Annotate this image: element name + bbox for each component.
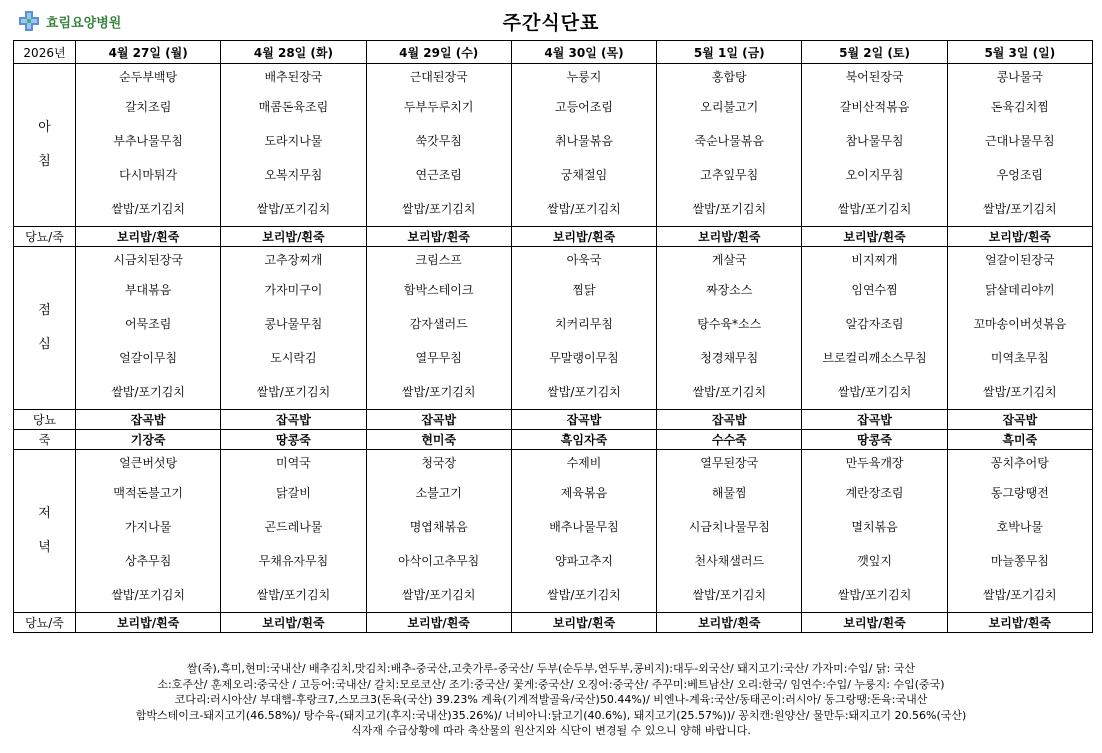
diet-cell: 보리밥/흰죽 xyxy=(802,613,947,633)
menu-item: 취나물볶음 xyxy=(555,134,613,148)
dinner-menu-cell xyxy=(221,450,366,613)
day-header: 4월 27일 (월) xyxy=(76,41,221,64)
day-header: 5월 1일 (금) xyxy=(657,41,802,64)
menu-item: 멸치볶음 xyxy=(851,520,898,534)
menu-item: 브로컬리깨소스무침 xyxy=(822,351,927,365)
menu-item: 치커리무침 xyxy=(555,317,613,331)
row-label: 죽 xyxy=(14,430,76,450)
diet-cell: 잡곡밥 xyxy=(802,410,947,430)
menu-item: 크림스프 xyxy=(415,253,462,267)
menu-item: 참나물무침 xyxy=(845,134,904,148)
menu-item: 게살국 xyxy=(711,253,747,267)
weekly-menu-table xyxy=(13,40,1093,633)
diet-cell: 보리밥/흰죽 xyxy=(657,227,802,247)
menu-item: 쌀밥/포기김치 xyxy=(111,588,185,602)
day-header: 4월 30일 (목) xyxy=(511,41,656,64)
menu-item: 소불고기 xyxy=(415,486,462,500)
breakfast-row xyxy=(14,64,1093,227)
menu-item: 배추나물무침 xyxy=(549,520,619,534)
lunch-menu-cell xyxy=(657,247,802,410)
breakfast-menu-cell xyxy=(221,64,366,227)
menu-item: 쌀밥/포기김치 xyxy=(256,202,331,216)
menu-item: 어묵조림 xyxy=(124,317,172,331)
menu-item: 쌀밥/포기김치 xyxy=(837,202,912,216)
day-header: 5월 3일 (일) xyxy=(947,41,1092,64)
menu-item: 계란장조림 xyxy=(845,486,904,500)
origin-line: 쌀(죽),흑미,현미:국내산/ 배추김치,맛김치:배추-중국산,고춧가루-중국산/ 두부(순두부,연두부,콩비지):대두-외국산/ 돼지고기:국산/ 가자미:수입/ 닭: 국산 xyxy=(186,662,916,675)
menu-item: 순두부백탕 xyxy=(119,70,178,84)
menu-item: 닭갈비 xyxy=(276,486,311,500)
menu-item: 쌀밥/포기김치 xyxy=(837,385,912,399)
menu-item: 얼갈이무침 xyxy=(119,351,178,365)
breakfast-menu-cell xyxy=(366,64,511,227)
row-label: 당뇨/죽 xyxy=(14,613,76,633)
menu-item: 쌀밥/포기김치 xyxy=(111,385,185,399)
lunch-menu-cell xyxy=(947,247,1092,410)
breakfast-menu-cell xyxy=(947,64,1092,227)
diet-cell: 땅콩죽 xyxy=(221,430,366,450)
lunch-label: 점 심 xyxy=(14,247,76,410)
menu-item: 쌀밥/포기김치 xyxy=(256,385,331,399)
menu-item: 궁채절임 xyxy=(560,168,608,182)
menu-item: 죽순나물볶음 xyxy=(694,134,765,148)
menu-item: 오복지무침 xyxy=(264,168,323,182)
diet-cell: 보리밥/흰죽 xyxy=(366,227,511,247)
origin-notice xyxy=(0,661,1102,739)
menu-item: 열무된장국 xyxy=(700,456,759,470)
lunch-menu-cell xyxy=(221,247,366,410)
menu-item: 쌀밥/포기김치 xyxy=(692,588,767,602)
menu-item: 쌀밥/포기김치 xyxy=(983,202,1057,216)
menu-item: 비지찌개 xyxy=(851,253,898,267)
menu-item: 아욱국 xyxy=(566,253,602,267)
dinner-diabetic-porridge-row xyxy=(14,613,1093,633)
menu-item: 콩나물국 xyxy=(996,70,1044,84)
change-notice: 식자재 수급상황에 따라 축산물의 원산지와 식단이 변경될 수 있으니 양해 바랍니다. xyxy=(351,724,751,738)
menu-item: 돈육김치찜 xyxy=(990,100,1049,114)
menu-item: 무채유자무침 xyxy=(258,554,329,568)
menu-item: 쌀밥/포기김치 xyxy=(111,202,185,216)
row-label: 당뇨/죽 xyxy=(14,227,76,247)
diet-cell: 보리밥/흰죽 xyxy=(511,227,656,247)
diet-cell: 보리밥/흰죽 xyxy=(511,613,656,633)
lunch-menu-cell xyxy=(76,247,221,410)
dinner-label: 저 녁 xyxy=(14,450,76,613)
menu-item: 얼갈이된장국 xyxy=(985,253,1055,267)
menu-item: 미역국 xyxy=(276,456,311,470)
menu-item: 꼬마송이버섯볶음 xyxy=(973,317,1067,331)
menu-item: 쌀밥/포기김치 xyxy=(401,588,476,602)
menu-item: 청경채무침 xyxy=(700,351,759,365)
menu-item: 쌀밥/포기김치 xyxy=(401,385,476,399)
menu-item: 해물찜 xyxy=(711,486,747,500)
day-header: 4월 29일 (수) xyxy=(366,41,511,64)
menu-item: 도라지나물 xyxy=(264,134,323,148)
menu-item: 시금치나물무침 xyxy=(688,520,770,534)
diet-cell: 수수죽 xyxy=(657,430,802,450)
menu-item: 우엉조림 xyxy=(996,168,1044,182)
day-header: 4월 28일 (화) xyxy=(221,41,366,64)
menu-item: 시금치된장국 xyxy=(113,253,183,267)
origin-line: 코다리:러시아산/ 부대햄-후랑크7,스모크3(돈육(국산) 39.23% 계육(기계적발골육/국산)50.44%)/ 비엔나-계육:국산/동태곤이:러시아/ 동그랑땡:돈육:국내산 xyxy=(174,693,928,707)
page-title: 주간식단표 xyxy=(502,12,600,34)
menu-item: 청국장 xyxy=(421,456,457,470)
menu-item: 깻잎지 xyxy=(857,554,892,568)
year-header: 2026년 xyxy=(14,41,76,64)
origin-line: 함박스테이크-돼지고기(46.58%)/ 탕수육-(돼지고기(후지:국내산)35.26%)/ 너비아니:닭고기(40.6%), 돼지고기(25.57%))/ 꽁치캔:원양산/ 물만두:돼지고기 20.56%(국산) xyxy=(135,708,967,722)
menu-item: 쑥갓무침 xyxy=(415,134,462,148)
menu-item: 부추나물무침 xyxy=(113,134,183,148)
diet-cell: 현미죽 xyxy=(366,430,511,450)
menu-item: 도시락김 xyxy=(270,351,317,365)
menu-item: 쌀밥/포기김치 xyxy=(401,202,476,216)
diet-cell: 보리밥/흰죽 xyxy=(947,227,1092,247)
diet-cell: 보리밥/흰죽 xyxy=(947,613,1092,633)
diet-cell: 흑임자죽 xyxy=(511,430,656,450)
diet-cell: 기장죽 xyxy=(76,430,221,450)
menu-item: 오이지무침 xyxy=(845,168,904,182)
menu-item: 쌀밥/포기김치 xyxy=(547,588,621,602)
menu-item: 갈치조림 xyxy=(124,100,172,114)
menu-item: 탕수육*소스 xyxy=(697,317,762,331)
lunch-menu-cell xyxy=(511,247,656,410)
breakfast-diabetic-porridge-row xyxy=(14,227,1093,247)
diet-cell: 잡곡밥 xyxy=(657,410,802,430)
menu-item: 가자미구이 xyxy=(264,283,323,297)
header-row xyxy=(14,41,1093,64)
menu-item: 아삭이고추무침 xyxy=(398,554,480,568)
menu-item: 양파고추지 xyxy=(555,554,613,568)
menu-item: 고추장찌개 xyxy=(264,253,323,267)
diet-cell: 땅콩죽 xyxy=(802,430,947,450)
diet-cell: 잡곡밥 xyxy=(511,410,656,430)
dinner-menu-cell xyxy=(366,450,511,613)
menu-item: 짜장소스 xyxy=(706,283,753,297)
diet-cell: 보리밥/흰죽 xyxy=(221,227,366,247)
menu-item: 홍합탕 xyxy=(711,70,747,84)
breakfast-menu-cell xyxy=(76,64,221,227)
dinner-menu-cell xyxy=(802,450,947,613)
menu-item: 갈비산적볶음 xyxy=(839,100,910,114)
menu-item: 쌀밥/포기김치 xyxy=(837,588,912,602)
breakfast-menu-cell xyxy=(657,64,802,227)
breakfast-menu-cell xyxy=(802,64,947,227)
diet-cell: 보리밥/흰죽 xyxy=(221,613,366,633)
diet-cell: 잡곡밥 xyxy=(947,410,1092,430)
menu-item: 찜닭 xyxy=(572,283,596,297)
menu-item: 오리불고기 xyxy=(700,100,759,114)
menu-item: 누룽지 xyxy=(566,70,602,84)
menu-item: 연근조림 xyxy=(415,168,462,182)
menu-item: 무말랭이무침 xyxy=(549,351,619,365)
menu-item: 천사채샐러드 xyxy=(694,554,765,568)
menu-item: 명엽채볶음 xyxy=(409,520,468,534)
menu-item: 닭살데리야끼 xyxy=(985,283,1055,297)
menu-item: 얼큰버섯탕 xyxy=(119,456,178,470)
diet-cell: 잡곡밥 xyxy=(221,410,366,430)
menu-item: 상추무침 xyxy=(124,554,172,568)
breakfast-menu-cell xyxy=(511,64,656,227)
menu-item: 열무무침 xyxy=(415,351,462,365)
diet-cell: 보리밥/흰죽 xyxy=(802,227,947,247)
diet-cell: 잡곡밥 xyxy=(366,410,511,430)
menu-item: 제육볶음 xyxy=(560,486,608,500)
menu-item: 꽁치추어탕 xyxy=(990,456,1049,470)
day-header: 5월 2일 (토) xyxy=(802,41,947,64)
diet-cell: 보리밥/흰죽 xyxy=(366,613,511,633)
menu-item: 쌀밥/포기김치 xyxy=(547,202,621,216)
menu-item: 매콤돈육조림 xyxy=(258,100,329,114)
lunch-menu-cell xyxy=(366,247,511,410)
lunch-porridge-row xyxy=(14,430,1093,450)
menu-item: 쌀밥/포기김치 xyxy=(547,385,621,399)
hospital-name: 효림요양병원 xyxy=(46,15,122,31)
lunch-diabetic-row xyxy=(14,410,1093,430)
diet-cell: 보리밥/흰죽 xyxy=(657,613,802,633)
menu-item: 호박나물 xyxy=(996,520,1044,534)
dinner-menu-cell xyxy=(657,450,802,613)
menu-item: 콩나물무침 xyxy=(264,317,323,331)
menu-item: 마늘쫑무침 xyxy=(990,554,1049,568)
menu-item: 함박스테이크 xyxy=(403,283,474,297)
menu-item: 쌀밥/포기김치 xyxy=(692,385,767,399)
diet-cell: 잡곡밥 xyxy=(76,410,221,430)
menu-item: 다시마튀각 xyxy=(119,168,178,182)
lunch-menu-cell xyxy=(802,247,947,410)
dinner-menu-cell xyxy=(511,450,656,613)
dinner-row xyxy=(14,450,1093,613)
row-label: 당뇨 xyxy=(14,410,76,430)
menu-item: 쌀밥/포기김치 xyxy=(256,588,331,602)
menu-item: 배추된장국 xyxy=(264,70,323,84)
menu-item: 두부두루치기 xyxy=(403,100,474,114)
menu-item: 곤드레나물 xyxy=(264,520,323,534)
dinner-menu-cell xyxy=(76,450,221,613)
menu-item: 임연수찜 xyxy=(851,283,898,297)
menu-item: 수제비 xyxy=(566,456,602,470)
menu-item: 쌀밥/포기김치 xyxy=(983,588,1057,602)
menu-item: 동그랑땡전 xyxy=(990,486,1049,500)
diet-cell: 흑미죽 xyxy=(947,430,1092,450)
diet-cell: 보리밥/흰죽 xyxy=(76,613,221,633)
menu-item: 만두육개장 xyxy=(845,456,904,470)
menu-item: 감자샐러드 xyxy=(409,317,468,331)
origin-line: 소:호주산/ 훈제오리:중국산 / 고등어:국내산/ 갈치:모로코산/ 조기:중국산/ 꽃게:중국산/ 오징어:중국산/ 주꾸미:베트남산/ 오리:한국/ 임연수:수입/ 누룽지: 수입(중국) xyxy=(157,677,945,691)
menu-item: 부대볶음 xyxy=(124,283,172,297)
menu-item: 근대된장국 xyxy=(409,70,468,84)
menu-item: 근대나물무침 xyxy=(985,134,1055,148)
diet-cell: 보리밥/흰죽 xyxy=(76,227,221,247)
dinner-menu-cell xyxy=(947,450,1092,613)
menu-item: 고등어조림 xyxy=(555,100,613,114)
lunch-row xyxy=(14,247,1093,410)
menu-item: 쌀밥/포기김치 xyxy=(692,202,767,216)
menu-item: 고추잎무침 xyxy=(700,168,759,182)
menu-item: 맥적돈불고기 xyxy=(113,486,183,500)
breakfast-label: 아 침 xyxy=(14,64,76,227)
menu-item: 미역초무침 xyxy=(990,351,1049,365)
menu-item: 가지나물 xyxy=(124,520,172,534)
menu-item: 알감자조림 xyxy=(845,317,904,331)
menu-item: 쌀밥/포기김치 xyxy=(983,385,1057,399)
menu-item: 북어된장국 xyxy=(845,70,904,84)
